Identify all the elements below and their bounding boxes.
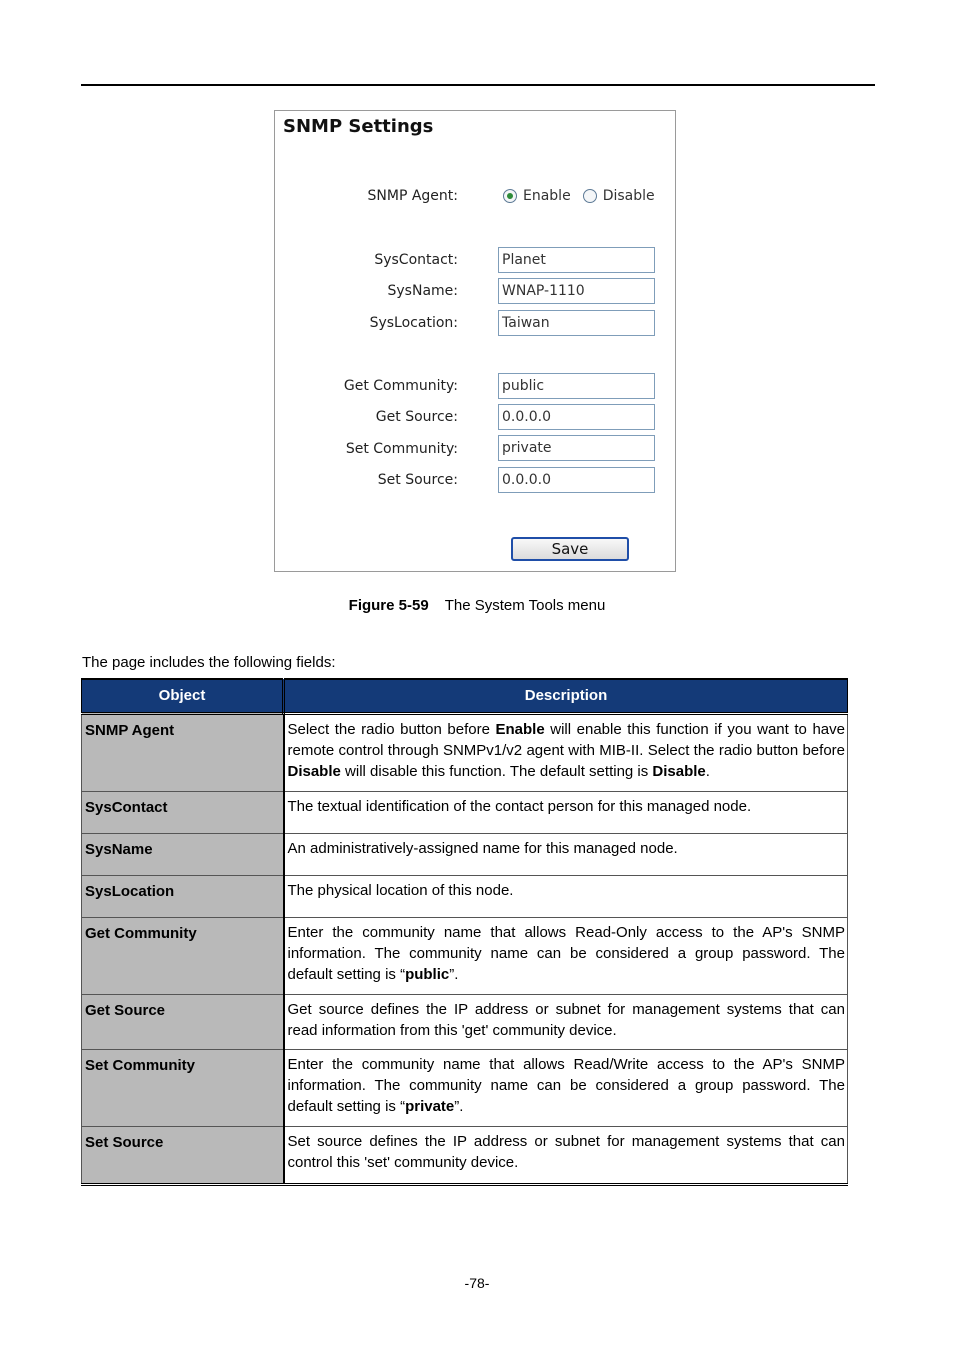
figure-number: Figure 5-59 bbox=[348, 597, 429, 614]
disable-radio-label[interactable]: Disable bbox=[602, 188, 655, 204]
syslocation-input[interactable]: Taiwan bbox=[498, 310, 655, 336]
fields-table bbox=[81, 678, 848, 1186]
description-text: An administratively-assigned name for this managed node. bbox=[287, 839, 678, 857]
table-row bbox=[82, 994, 848, 1049]
description-emphasis: private bbox=[405, 1097, 455, 1115]
set-source-label: Set Source: bbox=[377, 472, 458, 488]
set-community-input[interactable]: private bbox=[498, 435, 655, 461]
enable-radio[interactable] bbox=[503, 189, 517, 203]
description-emphasis: public bbox=[405, 965, 450, 983]
description-text: The physical location of this node. bbox=[287, 881, 514, 899]
object-cell: SysLocation bbox=[82, 875, 284, 917]
syslocation-label: SysLocation: bbox=[369, 315, 458, 331]
table-body bbox=[82, 713, 848, 1184]
page-number: -78- bbox=[464, 1275, 490, 1291]
snmp-settings-panel bbox=[274, 110, 676, 572]
set-community-label: Set Community: bbox=[345, 441, 458, 457]
description-cell bbox=[284, 791, 848, 833]
description-cell bbox=[284, 1049, 848, 1126]
table-row bbox=[82, 875, 848, 917]
object-column-header: Object bbox=[82, 679, 284, 713]
object-cell: Set Source bbox=[82, 1126, 284, 1184]
get-community-label: Get Community: bbox=[343, 378, 458, 394]
description-cell bbox=[284, 875, 848, 917]
get-community-input[interactable]: public bbox=[498, 373, 655, 399]
description-text: The textual identification of the contact person for this managed node. bbox=[287, 797, 752, 815]
description-cell bbox=[284, 833, 848, 875]
figure-title: The System Tools menu bbox=[444, 597, 606, 614]
object-cell: Get Source bbox=[82, 994, 284, 1049]
description-cell bbox=[284, 713, 848, 791]
intro-text: The page includes the following fields: bbox=[82, 654, 336, 671]
table-row bbox=[82, 833, 848, 875]
description-column-header: Description bbox=[284, 679, 848, 713]
disable-radio[interactable] bbox=[583, 189, 597, 203]
object-cell: SysContact bbox=[82, 791, 284, 833]
table-row bbox=[82, 713, 848, 791]
sysname-input[interactable]: WNAP-1110 bbox=[498, 278, 655, 304]
description-cell bbox=[284, 917, 848, 994]
description-text: ”. bbox=[449, 965, 459, 983]
object-cell: Set Community bbox=[82, 1049, 284, 1126]
table-row bbox=[82, 917, 848, 994]
description-emphasis: Disable bbox=[652, 762, 706, 780]
description-cell bbox=[284, 1126, 848, 1184]
description-emphasis: Enable bbox=[495, 720, 545, 738]
description-cell bbox=[284, 994, 848, 1049]
description-text: will enable this function if you want to have remote control through SNMPv1/v2 agent with MIB-II. Select the radio button before bbox=[287, 720, 845, 759]
object-cell: SysName bbox=[82, 833, 284, 875]
object-cell: SNMP Agent bbox=[82, 713, 284, 791]
get-source-label: Get Source: bbox=[375, 409, 458, 425]
description-text: ”. bbox=[454, 1097, 464, 1115]
table-header-row bbox=[82, 679, 848, 713]
description-text: . bbox=[705, 762, 710, 780]
syscontact-input[interactable]: Planet bbox=[498, 247, 655, 273]
sysname-label: SysName: bbox=[387, 283, 458, 299]
figure-caption bbox=[0, 597, 954, 614]
table-row bbox=[82, 791, 848, 833]
description-text: Get source defines the IP address or subnet for management systems that can read information from this 'get' community device. bbox=[287, 1000, 845, 1039]
snmp-agent-radio-group bbox=[503, 188, 661, 204]
object-cell: Get Community bbox=[82, 917, 284, 994]
syscontact-label: SysContact: bbox=[374, 252, 458, 268]
table-row bbox=[82, 1126, 848, 1184]
description-text: Enter the community name that allows Read/Write access to the AP's SNMP information. The community name can be considered a group password. The default setting is “ bbox=[287, 1055, 845, 1115]
description-text: Select the radio button before bbox=[287, 720, 496, 738]
description-text: will disable this function. The default setting is bbox=[340, 762, 653, 780]
panel-title: SNMP Settings bbox=[283, 116, 434, 137]
table-row bbox=[82, 1049, 848, 1126]
description-emphasis: Disable bbox=[287, 762, 341, 780]
snmp-agent-label: SNMP Agent: bbox=[367, 188, 458, 204]
description-text: Enter the community name that allows Read-Only access to the AP's SNMP information. The community name can be considered a group password. The default setting is “ bbox=[287, 923, 845, 983]
description-text: Set source defines the IP address or subnet for management systems that can control this 'set' community device. bbox=[287, 1132, 845, 1171]
save-button[interactable]: Save bbox=[511, 537, 629, 561]
enable-radio-label[interactable]: Enable bbox=[523, 188, 571, 204]
header-rule bbox=[81, 84, 875, 86]
set-source-input[interactable]: 0.0.0.0 bbox=[498, 467, 655, 493]
get-source-input[interactable]: 0.0.0.0 bbox=[498, 404, 655, 430]
